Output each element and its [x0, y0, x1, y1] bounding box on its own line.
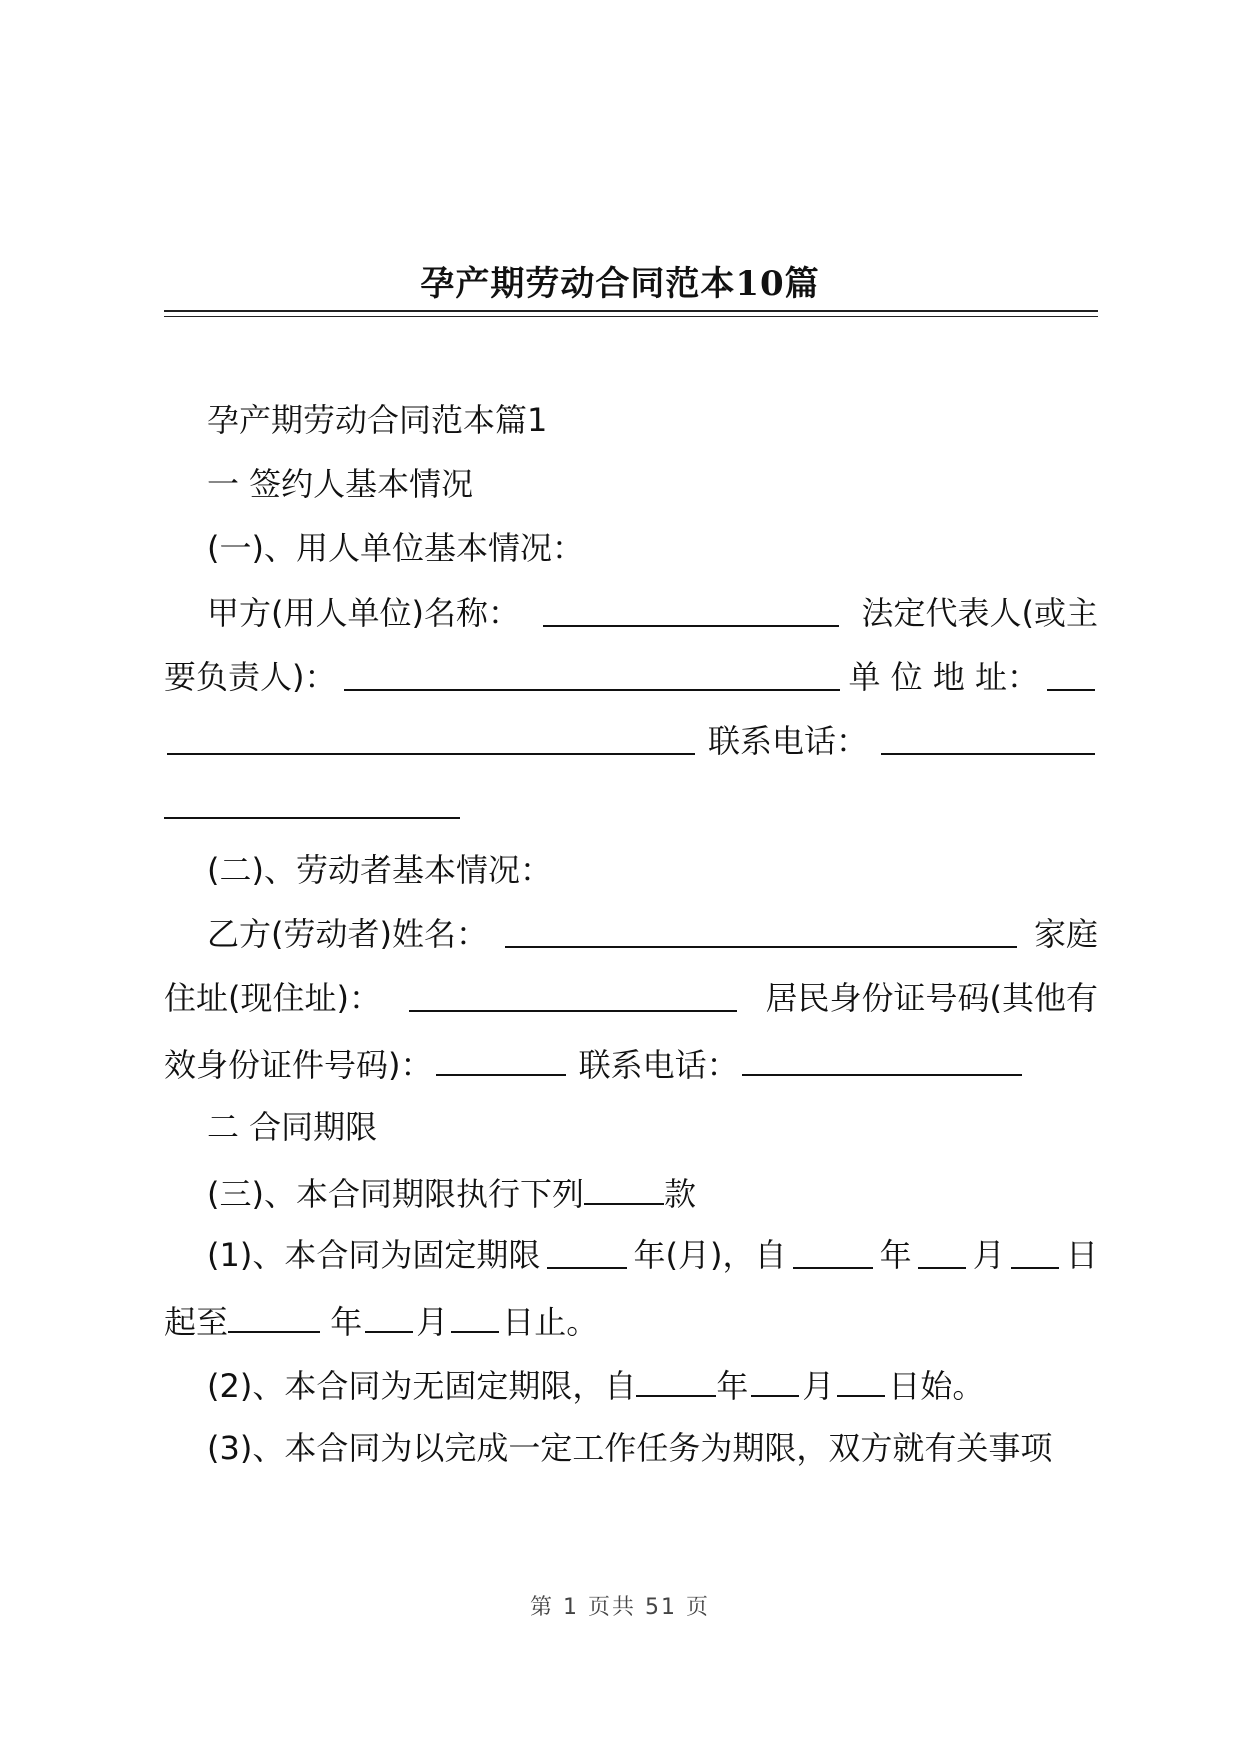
start-year-label: 年: [879, 1236, 912, 1274]
legal-rep-label-b: 要负责人)：: [164, 658, 337, 696]
home-label-a: 家庭: [1033, 915, 1098, 953]
title-rule-bottom: [164, 316, 1098, 317]
address-blank-b: [167, 721, 695, 755]
open-month-blank: [751, 1363, 799, 1397]
open-term-line: [207, 1363, 1141, 1406]
employer-name-line: [207, 593, 1098, 633]
end-year-label: 年: [330, 1303, 363, 1341]
fixed-term-line: [207, 1235, 1098, 1275]
section-1-title: 一 签约人基本情况: [207, 465, 474, 503]
employer-info-heading: (一)、用人单位基本情况：: [207, 529, 584, 567]
end-month-label: 月: [416, 1303, 449, 1341]
task-term-line: (3)、本合同为以完成一定工作任务为期限，双方就有关事项: [207, 1429, 1053, 1467]
start-month-label: 月: [972, 1236, 1005, 1274]
address-blank-a: [1047, 657, 1095, 691]
start-day-blank: [1011, 1235, 1059, 1269]
fixed-term-label: (1)、本合同为固定期限: [207, 1236, 541, 1274]
id-label-b: 效身份证件号码)：: [164, 1046, 433, 1084]
worker-name-line: [207, 914, 1098, 954]
employer-phone-label: 联系电话：: [707, 722, 868, 760]
legal-rep-line: [164, 657, 1098, 697]
employer-phone-blank-a: [881, 721, 1095, 755]
title-rule-top: [164, 310, 1098, 312]
employer-phone-blank-b: [164, 785, 460, 819]
worker-name-label: 乙方(劳动者)姓名：: [207, 915, 488, 953]
term-type-suffix: 款: [663, 1175, 696, 1213]
document-title: 孕产期劳动合同范本10篇: [420, 264, 820, 304]
address-line: [164, 721, 1098, 761]
open-day-label: 日始。: [888, 1367, 985, 1405]
legal-rep-blank: [344, 657, 840, 691]
term-type-blank: [584, 1171, 664, 1205]
worker-phone-blank: [742, 1042, 1022, 1076]
home-label-b: 住址(现住址)：: [164, 979, 381, 1017]
open-month-label: 月: [802, 1367, 835, 1405]
worker-info-heading: (二)、劳动者基本情况：: [207, 851, 552, 889]
end-year-blank: [228, 1299, 320, 1333]
employer-name-label: 甲方(用人单位)名称：: [207, 594, 520, 632]
end-from-label: 起至: [164, 1303, 229, 1341]
section-2-title: 二 合同期限: [207, 1108, 378, 1146]
term-type-label: (三)、本合同期限执行下列: [207, 1175, 584, 1213]
home-address-blank: [409, 978, 737, 1012]
start-year-blank: [793, 1235, 873, 1269]
address-label: 单 位 地 址：: [848, 658, 1039, 696]
start-month-blank: [918, 1235, 966, 1269]
start-day-label: 日: [1065, 1236, 1098, 1274]
section-heading: 孕产期劳动合同范本篇1: [207, 401, 548, 439]
legal-rep-label-a: 法定代表人(或主: [861, 594, 1098, 632]
end-day-label: 日止。: [502, 1303, 599, 1341]
fixed-term-end-line: [164, 1299, 1098, 1342]
open-year-label: 年: [716, 1367, 749, 1405]
id-number-line: [164, 1042, 1098, 1085]
page-footer: 第 1 页共 51 页: [530, 1595, 710, 1620]
employer-name-blank: [543, 593, 839, 627]
open-term-label: (2)、本合同为无固定期限，自: [207, 1367, 637, 1405]
end-day-blank: [451, 1299, 499, 1333]
worker-phone-label: 联系电话：: [578, 1046, 739, 1084]
end-month-blank: [365, 1299, 413, 1333]
fixed-term-unit: 年(月)，自: [633, 1236, 787, 1274]
fixed-term-length-blank: [547, 1235, 627, 1269]
term-type-line: [207, 1171, 1141, 1214]
employer-phone-cont-line: [164, 785, 1098, 828]
id-label-a: 居民身份证号码(其他有: [765, 979, 1098, 1017]
worker-name-blank: [505, 914, 1017, 948]
open-day-blank: [837, 1363, 885, 1397]
open-year-blank: [636, 1363, 716, 1397]
home-address-line: [164, 978, 1098, 1018]
id-number-blank: [436, 1042, 566, 1076]
